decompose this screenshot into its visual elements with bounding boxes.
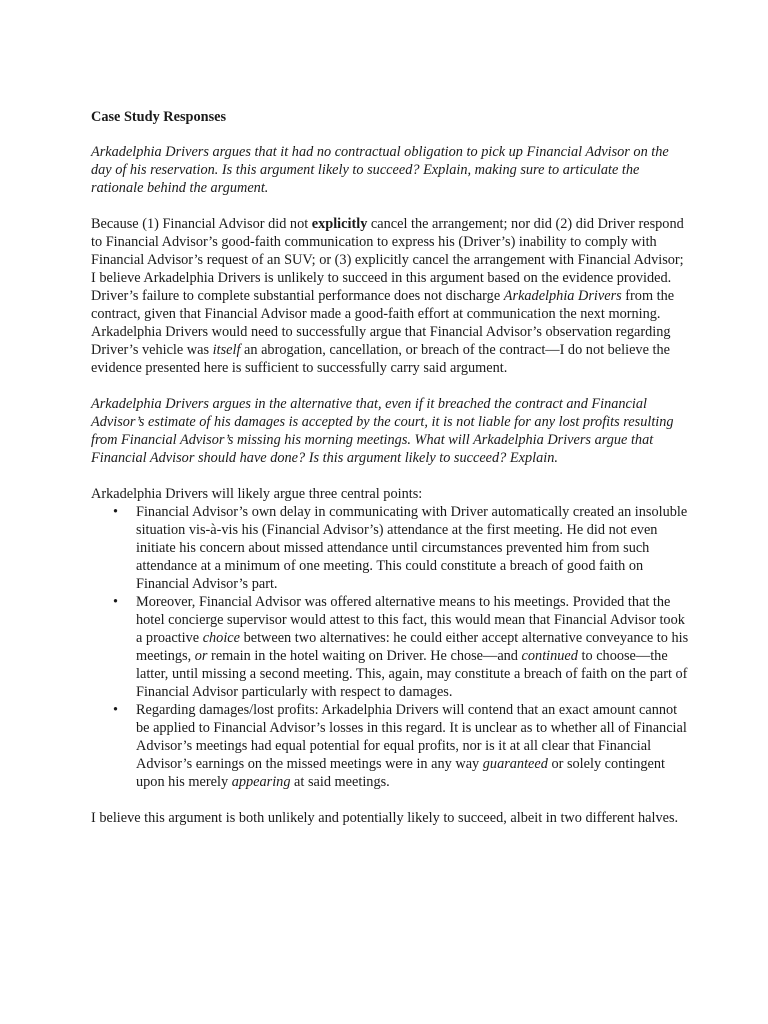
document-title: Case Study Responses bbox=[91, 109, 227, 125]
bullet-3-text-a: Regarding damages/lost profits: Arkadelphia Drivers will contend that an exact amount cannot be applied to Financial Advisor’s losses in this regard. It is unclear as to whether all of Financial Advisor’s meetings had equal potential for equal profits, nor is it at all clear that Financial Advisor’s earnings on the missed meetings were in any way bbox=[136, 702, 687, 772]
bullet-3-text-c: at said meetings. bbox=[290, 774, 390, 790]
bullet-3-italic-guaranteed: guaranteed bbox=[482, 756, 548, 772]
answer-1-bold-explicitly: explicitly bbox=[311, 216, 368, 232]
bullet-3-italic-appearing: appearing bbox=[231, 774, 291, 790]
list-item bbox=[91, 593, 691, 701]
question-1: Arkadelphia Drivers argues that it had no contractual obligation to pick up Financial Advisor on the day of his reservation. Is this argument likely to succeed? Explain, making sure to articulate the rationale behind the argument. bbox=[91, 144, 669, 196]
bullet-2-italic-or: or bbox=[194, 648, 208, 664]
answer-2-lead: Arkadelphia Drivers will likely argue three central points: bbox=[91, 486, 423, 502]
bullet-2-text-c: remain in the hotel waiting on Driver. He chose—and bbox=[207, 648, 522, 664]
answer-1-italic-itself: itself bbox=[212, 342, 241, 358]
conclusion-paragraph: I believe this argument is both unlikely and potentially likely to succeed, albeit in two different halves. bbox=[91, 810, 679, 826]
bullet-1-text: Financial Advisor’s own delay in communicating with Driver automatically created an insoluble situation vis-à-vis his (Financial Advisor’s) attendance at the first meeting. He did not even initiate his concern about missed attendance until circumstances prevented him from such attendance at a minimum of one meeting. This could constitute a breach of good faith on Financial Advisor’s part. bbox=[136, 504, 688, 592]
bullet-2-text-a: Moreover, Financial Advisor was offered alternative means to his meetings. Provided that the hotel concierge supervisor would attest to this fact, this would mean that Financial Advisor took a proactive bbox=[136, 594, 685, 646]
answer-1-text-4: an abrogation, cancellation, or breach of the contract—I do not believe the evidence presented here is sufficient to successfully carry said argument. bbox=[91, 342, 670, 376]
list-item bbox=[91, 503, 691, 593]
answer-1-text-2: cancel the arrangement; nor did (2) did Driver respond to Financial Advisor’s good-faith communication to express his (Driver’s) inability to comply with Financial Advisor’s request of an SUV; or (3) explicitly cancel the arrangement with Financial Advisor; I believe Arkadelphia Drivers is unlikely to succeed in this argument based on the evidence provided. Driver’s failure to complete substantial performance does not discharge bbox=[91, 216, 684, 304]
list-item bbox=[91, 701, 691, 791]
answer-1-italic-arkadelphia: Arkadelphia Drivers bbox=[503, 288, 622, 304]
bullet-2-italic-choice: choice bbox=[202, 630, 240, 646]
bullet-icon: • bbox=[113, 702, 119, 718]
bullet-3-text-b: or solely contingent upon his merely bbox=[136, 756, 666, 790]
question-2: Arkadelphia Drivers argues in the alternative that, even if it breached the contract and Financial Advisor’s estimate of his damages is accepted by the court, it is not liable for any lost profits resulting from Financial Advisor’s missing his morning meetings. What will Arkadelphia Drivers argue that Financial Advisor should have done? Is this argument likely to succeed? Explain. bbox=[91, 396, 674, 466]
bullet-2-text-b: between two alternatives: he could either accept alternative conveyance to his meetings, bbox=[136, 630, 689, 664]
bullet-2-italic-continued: continued bbox=[521, 648, 578, 664]
answer-1-text-3: from the contract, given that Financial Advisor made a good-faith effort at communication the next morning. Arkadelphia Drivers would need to successfully argue that Financial Advisor’s observation regarding Driver’s vehicle was bbox=[91, 288, 675, 358]
answer-1-text-1: Because (1) Financial Advisor did not bbox=[91, 216, 312, 232]
answer-1-paragraph bbox=[91, 215, 691, 377]
argument-list bbox=[91, 503, 691, 791]
document-page bbox=[91, 108, 691, 845]
bullet-icon: • bbox=[113, 504, 119, 520]
bullet-2-text-d: to choose—the latter, until missing a second meeting. This, again, may constitute a breach of faith on the part of Financial Advisor particularly with respect to damages. bbox=[136, 648, 688, 700]
bullet-icon: • bbox=[113, 594, 119, 610]
